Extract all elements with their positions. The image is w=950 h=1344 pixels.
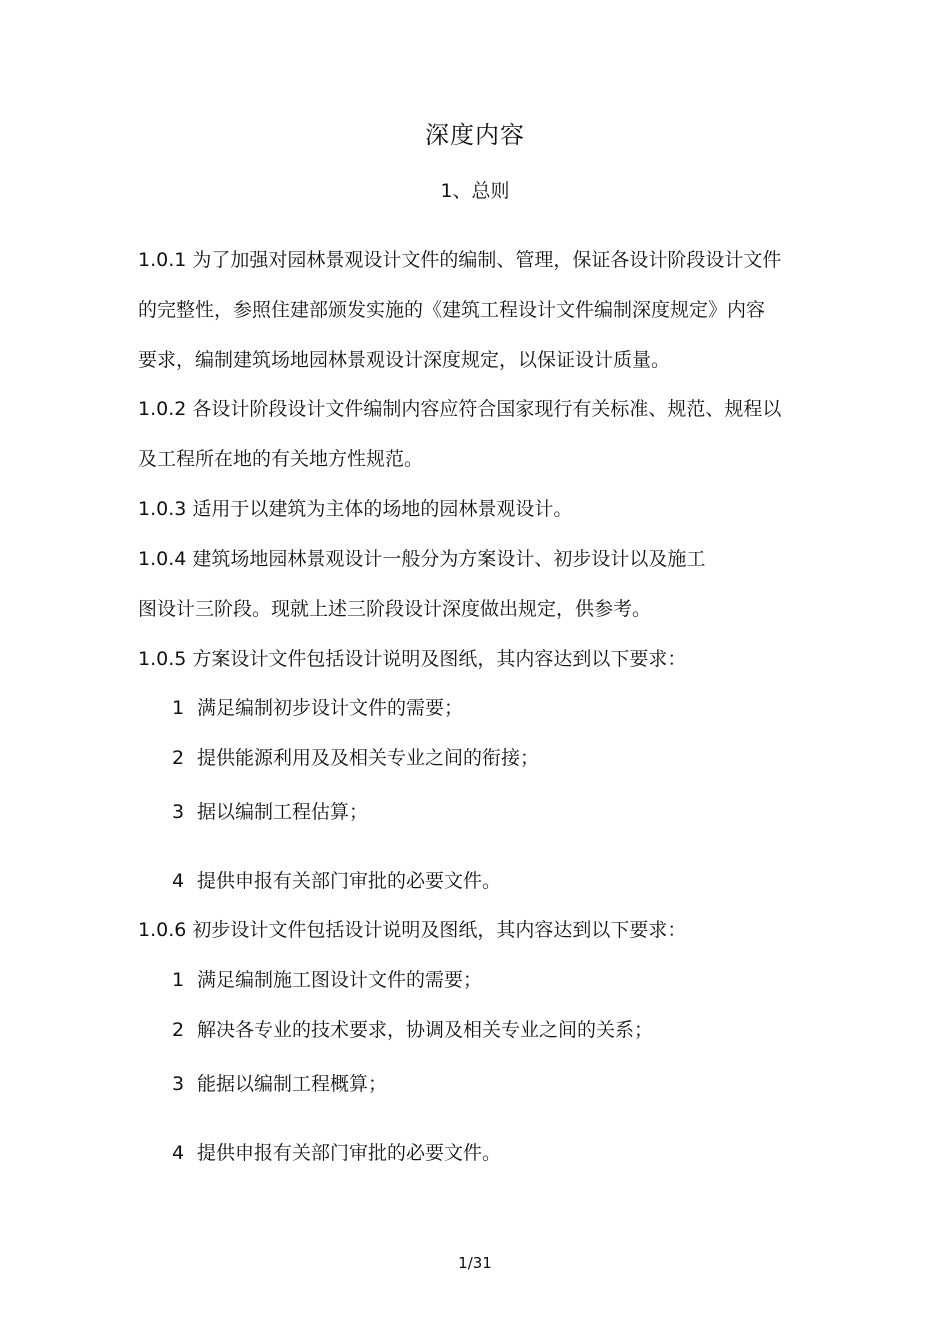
list-item-text: 满足编制施工图设计文件的需要； [197,969,483,991]
list-item-text: 满足编制初步设计文件的需要； [197,697,464,719]
list-item-number: 3 [172,1073,185,1095]
page-number: 1/31 [458,1254,492,1272]
list-item [172,1138,501,1168]
list-item-number: 2 [172,1019,185,1041]
list-item-number: 1 [172,969,185,991]
list-item [172,797,368,827]
list-item [172,866,501,896]
list-item [172,693,463,723]
list-item-number: 4 [172,870,185,892]
paragraph-line: 1.0.6 初步设计文件包括设计说明及图纸，其内容达到以下要求： [138,919,687,941]
list-item [172,965,482,995]
paragraph-line: 1.0.4 建筑场地园林景观设计一般分为方案设计、初步设计以及施工 [138,548,706,570]
paragraph-line: 1.0.5 方案设计文件包括设计说明及图纸，其内容达到以下要求： [138,648,687,670]
list-item-text: 据以编制工程估算； [197,801,369,823]
list-item [172,1015,653,1045]
list-item-text: 提供申报有关部门审批的必要文件。 [197,870,502,892]
paragraph-line: 的完整性，参照住建部颁发实施的《建筑工程设计文件编制深度规定》内容 [138,299,766,321]
list-item [172,1069,387,1099]
list-item-text: 解决各专业的技术要求，协调及相关专业之间的关系； [197,1019,654,1041]
list-item [172,743,539,773]
list-item-number: 1 [172,697,185,719]
paragraph-line: 图设计三阶段。现就上述三阶段设计深度做出规定，供参考。 [138,598,652,620]
paragraph-line: 1.0.1 为了加强对园林景观设计文件的编制、管理，保证各设计阶段设计文件 [138,249,782,271]
list-item-text: 提供申报有关部门审批的必要文件。 [197,1142,502,1164]
list-item-text: 能据以编制工程概算； [197,1073,388,1095]
page-title: 深度内容 [425,121,525,149]
list-item-text: 提供能源利用及及相关专业之间的衔接； [197,747,540,769]
paragraph-line: 要求，编制建筑场地园林景观设计深度规定，以保证设计质量。 [138,349,671,371]
section-heading: 1、总则 [440,180,510,202]
list-item-number: 3 [172,801,185,823]
list-item-number: 2 [172,747,185,769]
paragraph-line: 1.0.3 适用于以建筑为主体的场地的园林景观设计。 [138,498,573,520]
list-item-number: 4 [172,1142,185,1164]
paragraph-line: 及工程所在地的有关地方性规范。 [138,448,424,470]
paragraph-line: 1.0.2 各设计阶段设计文件编制内容应符合国家现行有关标准、规范、规程以 [138,398,782,420]
